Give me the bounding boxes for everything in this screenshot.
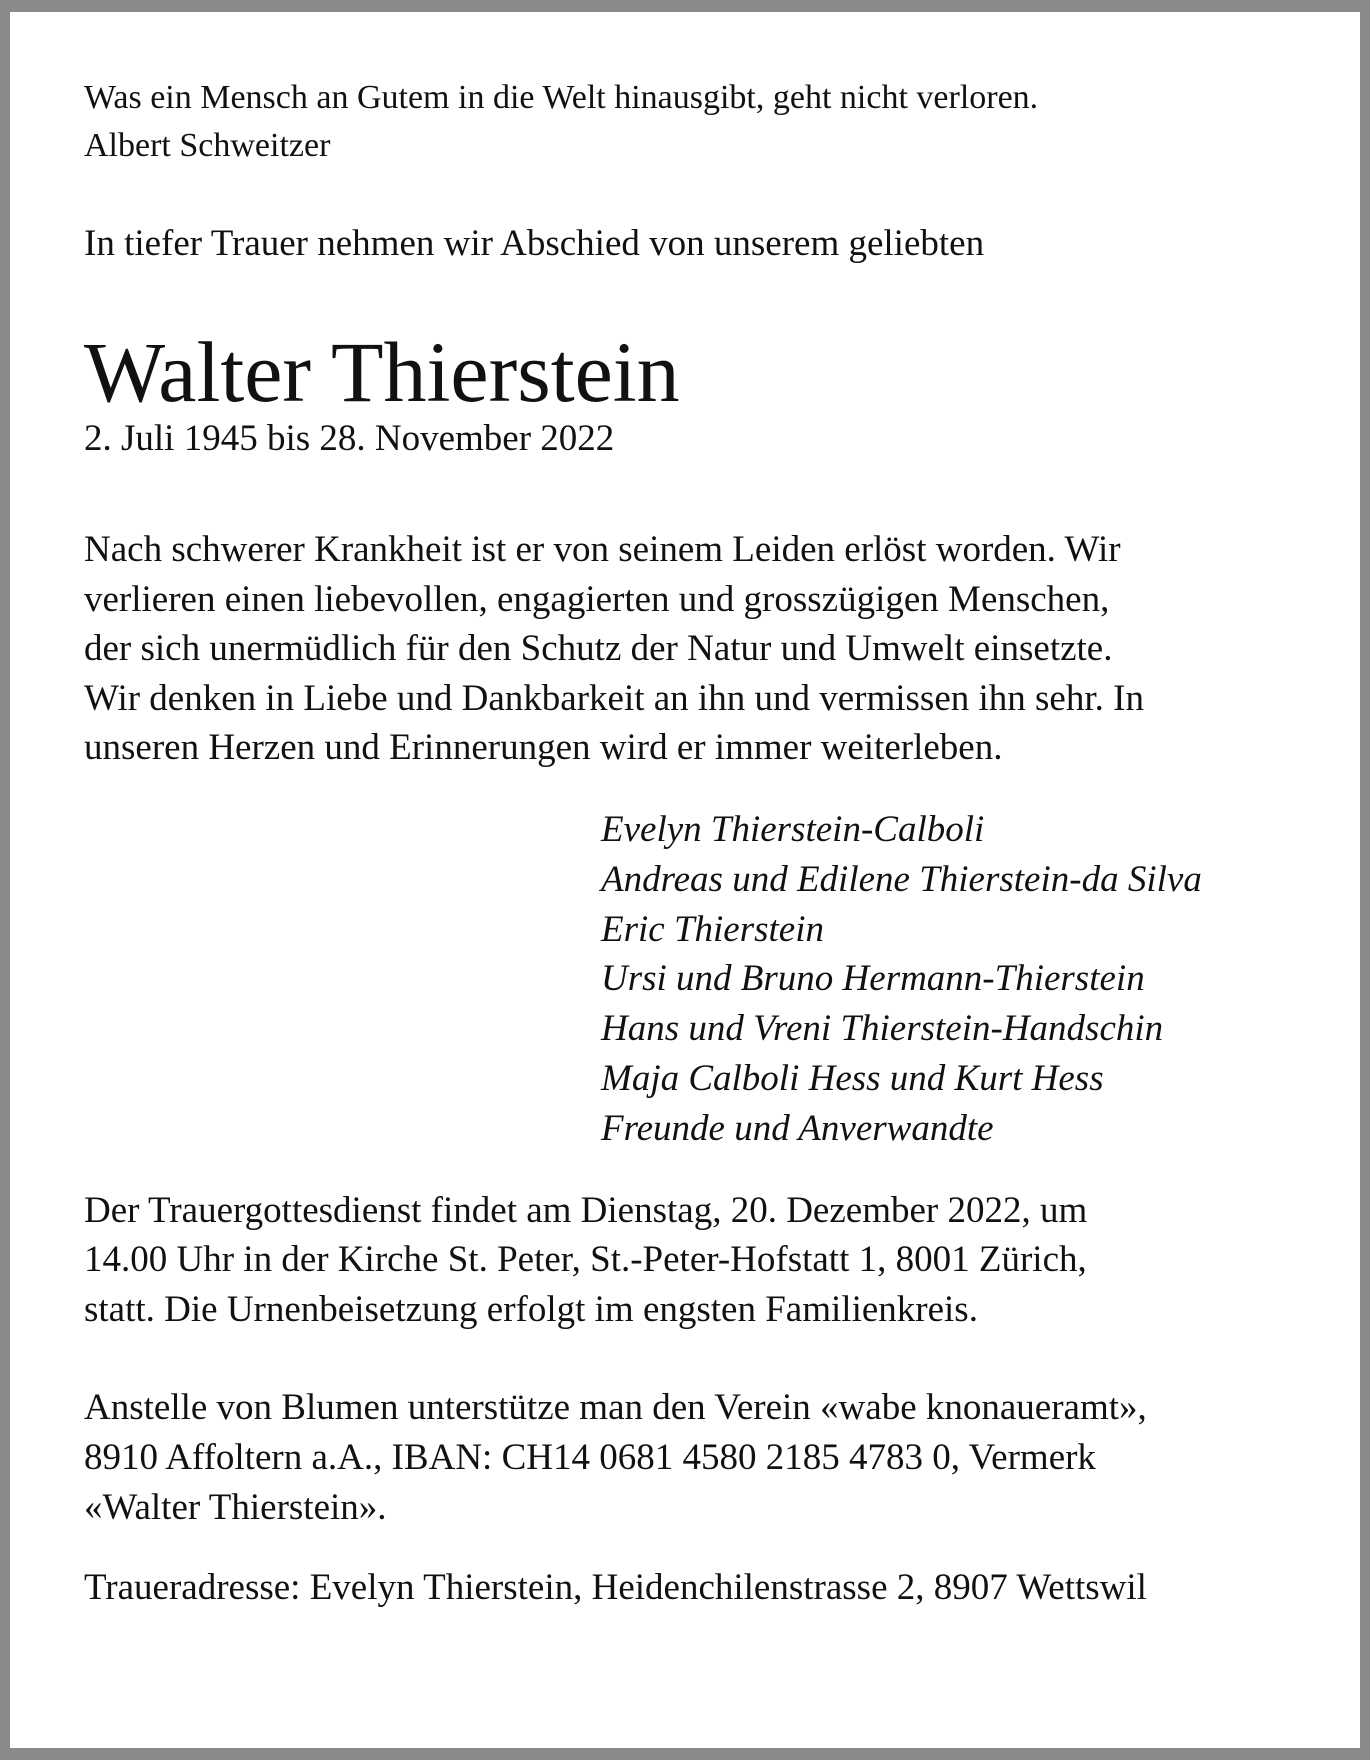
- signatories-list: [601, 805, 1314, 1154]
- signatory: Hans und Vreni Thierstein-Handschin: [601, 1008, 1164, 1050]
- service-line: 14.00 Uhr in der Kirche St. Peter, St.-Peter-Hofstatt 1, 8001 Zürich,: [84, 1239, 1087, 1281]
- quote-text: Was ein Mensch an Gutem in die Welt hinausgibt, geht nicht verloren.: [84, 79, 1039, 116]
- signatory: Freunde und Anverwandte: [601, 1107, 994, 1149]
- mourning-address: Traueradresse: Evelyn Thierstein, Heidenchilenstrasse 2, 8907 Wettswil: [84, 1567, 1147, 1609]
- tribute-line: Nach schwerer Krankheit ist er von seinem Leiden erlöst worden. Wir: [84, 529, 1121, 570]
- tribute-line: verlieren einen liebevollen, engagierten und grosszügigen Menschen,: [84, 578, 1110, 620]
- quote-block: [84, 74, 1314, 170]
- intro-text: In tiefer Trauer nehmen wir Abschied von unserem geliebten: [84, 223, 985, 264]
- tribute-line: der sich unermüdlich für den Schutz der Natur und Umwelt einsetzte.: [84, 628, 1113, 670]
- quote-author: Albert Schweitzer: [84, 127, 331, 164]
- signatory: Andreas und Edilene Thierstein-da Silva: [601, 858, 1202, 900]
- deceased-name: Walter Thierstein: [84, 324, 680, 420]
- donation-line: «Walter Thierstein».: [84, 1486, 387, 1528]
- signatory: Eric Thierstein: [601, 908, 825, 950]
- donation-line: Anstelle von Blumen unterstütze man den Verein «wabe knonaueramt»,: [84, 1387, 1147, 1429]
- life-dates: 2. Juli 1945 bis 28. November 2022: [84, 418, 615, 459]
- obituary-content: [84, 74, 1314, 1613]
- signatory: Ursi und Bruno Hermann-Thierstein: [601, 958, 1145, 1000]
- service-paragraph: [84, 1186, 1314, 1335]
- donation-paragraph: [84, 1383, 1314, 1532]
- tribute-line: Wir denken in Liebe und Dankbarkeit an ihn und vermissen ihn sehr. In: [84, 677, 1144, 719]
- obituary-page: [10, 12, 1360, 1748]
- tribute-line: unseren Herzen und Erinnerungen wird er immer weiterleben.: [84, 727, 1003, 769]
- donation-line: 8910 Affoltern a.A., IBAN: CH14 0681 4580 2185 4783 0, Vermerk: [84, 1436, 1096, 1478]
- service-line: statt. Die Urnenbeisetzung erfolgt im engsten Familienkreis.: [84, 1288, 978, 1330]
- signatory: Maja Calboli Hess und Kurt Hess: [601, 1057, 1104, 1099]
- tribute-paragraph: [84, 525, 1314, 773]
- signatory: Evelyn Thierstein-Calboli: [601, 808, 985, 850]
- service-line: Der Trauergottesdienst findet am Dienstag, 20. Dezember 2022, um: [84, 1189, 1088, 1231]
